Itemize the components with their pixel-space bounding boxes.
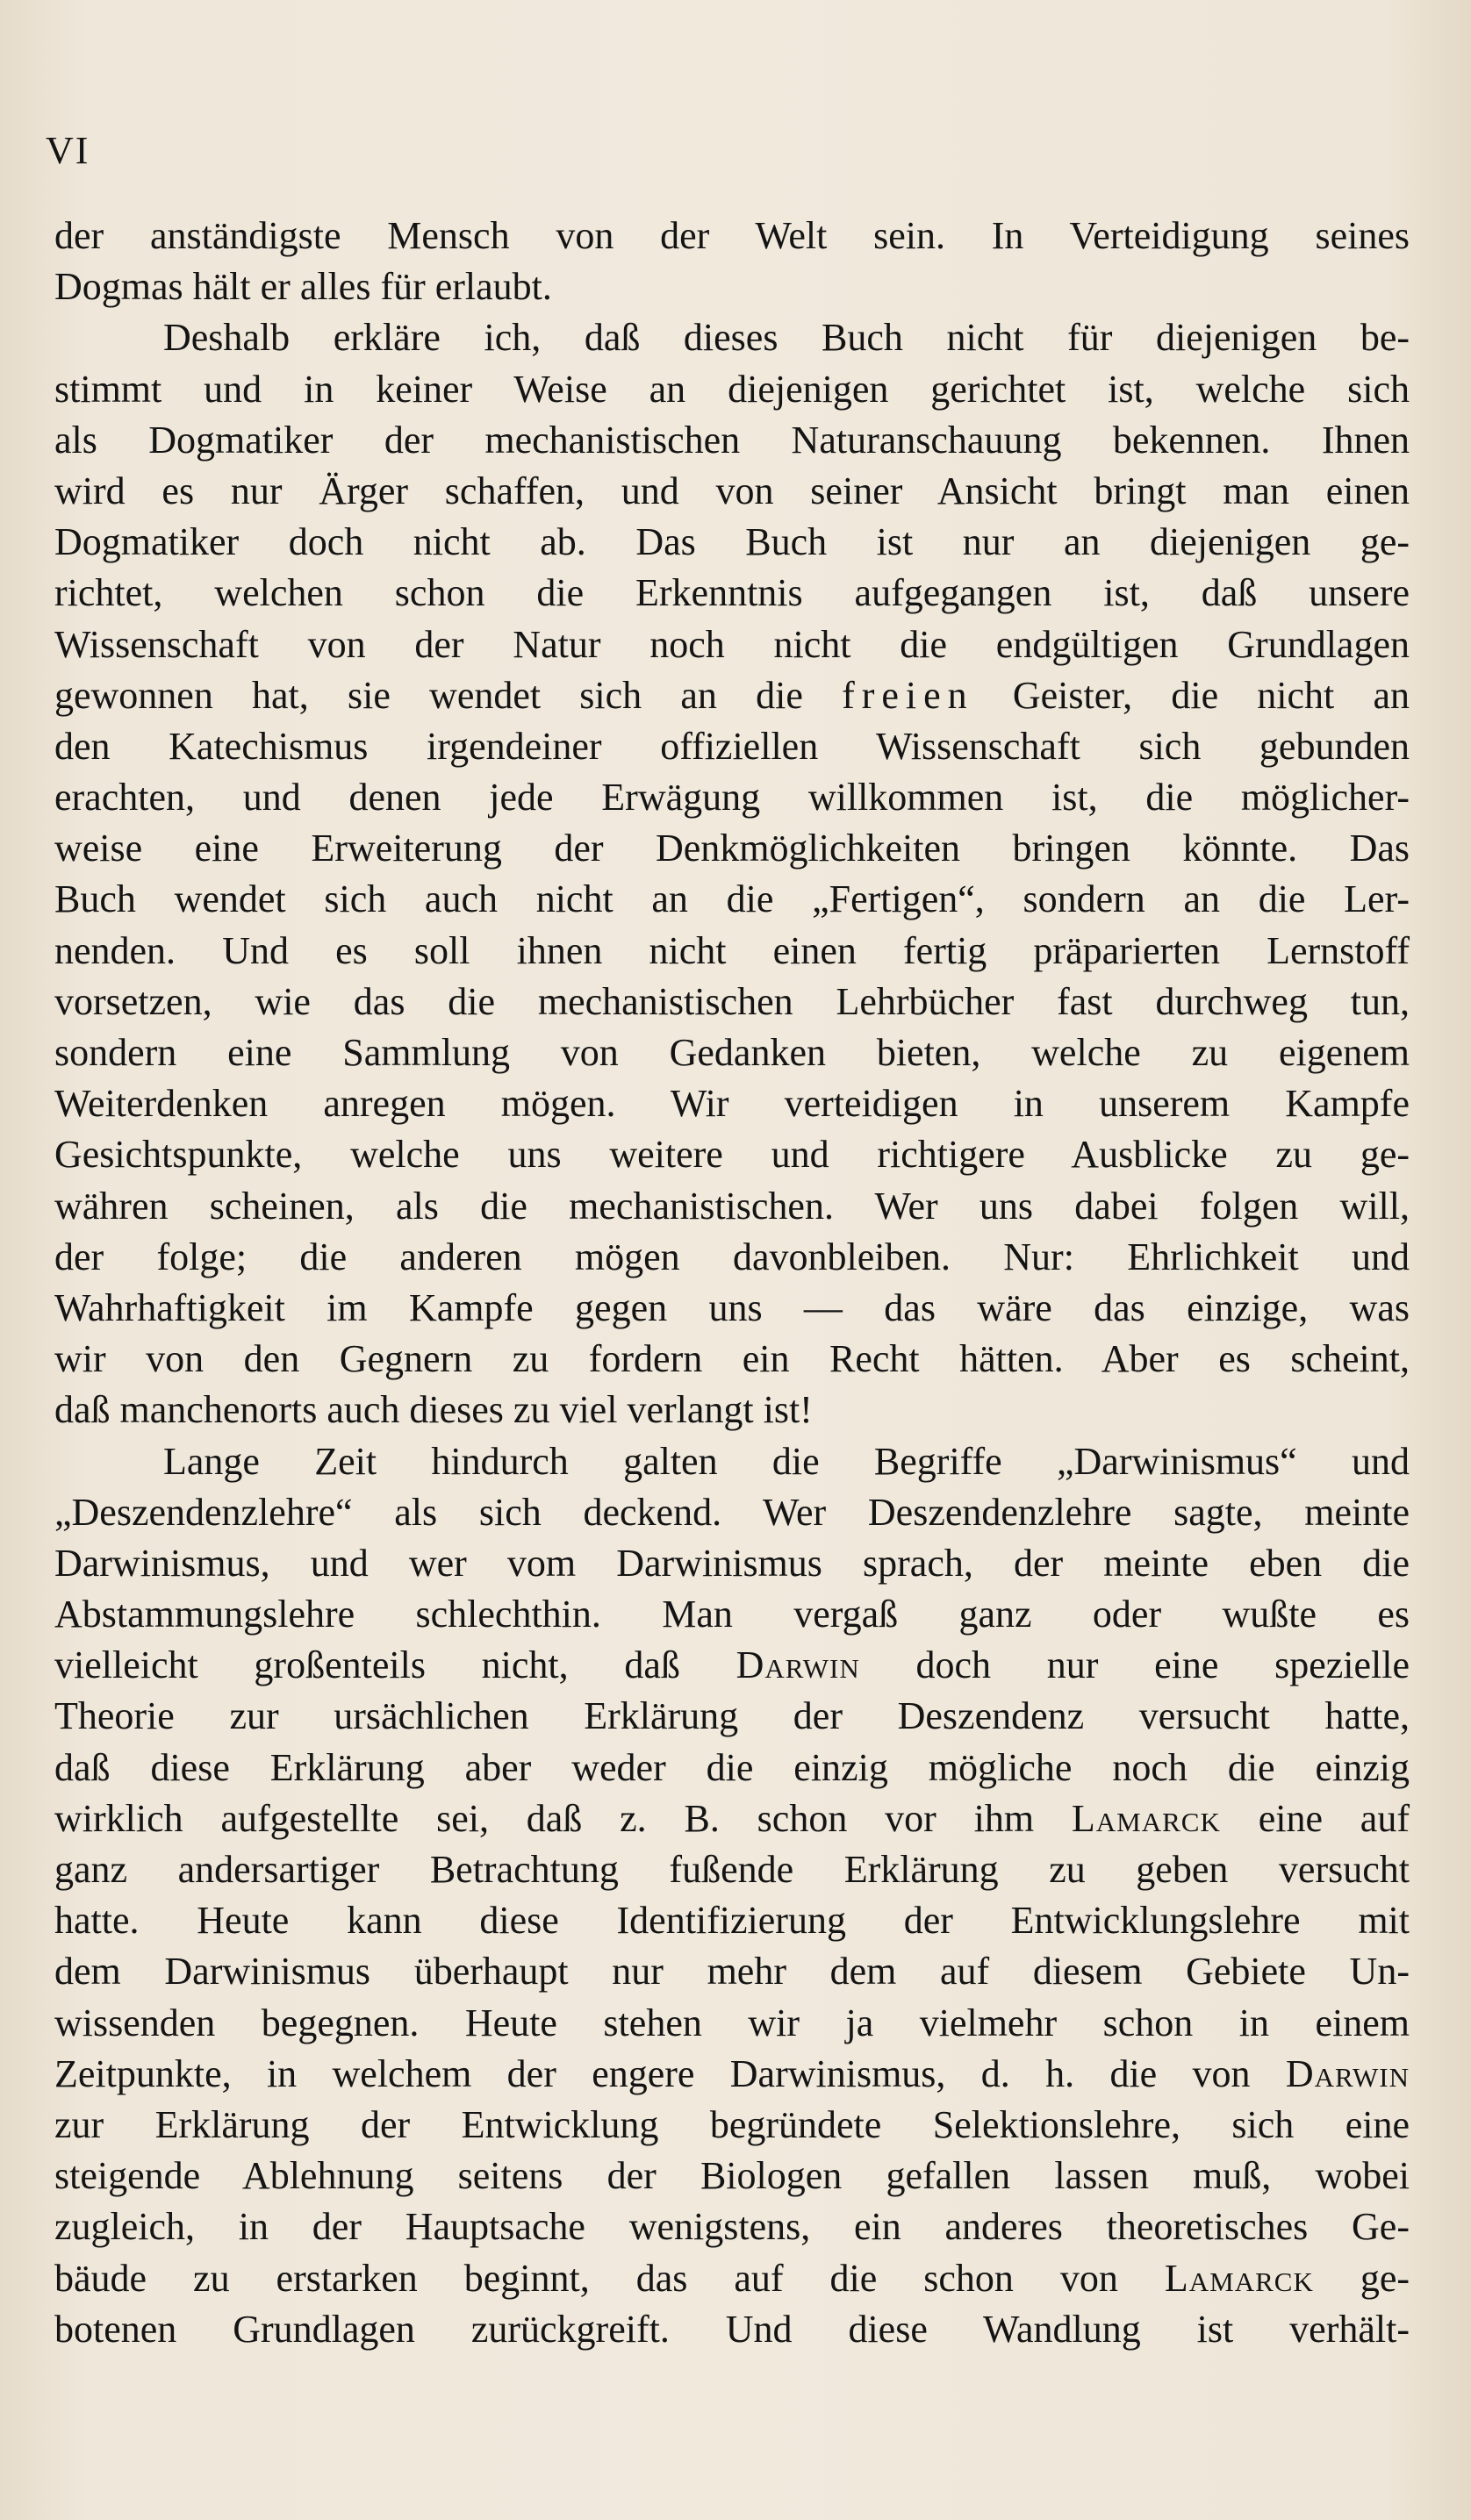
text-line: nenden. Und es soll ihnen nicht einen fertig präparierten Lernstoff xyxy=(54,928,1410,972)
text-line: den Katechismus irgendeiner offiziellen Wissenschaft sich gebunden xyxy=(54,724,1410,768)
text-line: Buch wendet sich auch nicht an die „Fertigen“, sondern an die Ler- xyxy=(54,877,1410,921)
text-line: stimmt und in keiner Weise an diejenigen gerichtet ist, welche sich xyxy=(54,367,1410,411)
text-segment: wirklich aufgestellte sei, daß z. B. schon vor ihm xyxy=(54,1796,1072,1840)
text-line: wir von den Gegnern zu fordern ein Recht hätten. Aber es scheint, xyxy=(54,1337,1410,1381)
text-line xyxy=(54,1793,1410,1844)
text-line: zur Erklärung der Entwicklung begründete Selektionslehre, sich eine xyxy=(54,2102,1410,2146)
text-line: sondern eine Sammlung von Gedanken bieten, welche zu eigenem xyxy=(54,1031,1410,1074)
text-line: als Dogmatiker der mechanistischen Naturanschauung bekennen. Ihnen xyxy=(54,418,1410,462)
author-name-smallcaps: Darwin xyxy=(736,1643,860,1687)
text-segment: eine auf xyxy=(1220,1796,1410,1840)
text-line: Darwinismus, und wer vom Darwinismus sprach, der meinte eben die xyxy=(54,1541,1410,1585)
text-segment: vielleicht großenteils nicht, daß xyxy=(54,1643,736,1687)
text-segment: Zeitpunkte, in welchem der engere Darwinismus, d. h. die von xyxy=(54,2051,1286,2095)
text-line: Lange Zeit hindurch galten die Begriffe „Darwinismus“ und xyxy=(163,1439,1410,1483)
text-line: Theorie zur ursächlichen Erklärung der Deszendenz versucht hatte, xyxy=(54,1694,1410,1738)
text-line: Abstammungslehre schlechthin. Man vergaß ganz oder wußte es xyxy=(54,1593,1410,1636)
text-line: Wahrhaftigkeit im Kampfe gegen uns — das wäre das einzige, was xyxy=(54,1285,1410,1329)
author-name-smallcaps: Lamarck xyxy=(1164,2256,1314,2300)
text-line: wird es nur Ärger schaffen, und von seiner Ansicht bringt man einen xyxy=(54,469,1410,512)
text-segment: ge- xyxy=(1313,2256,1410,2300)
text-line: Deshalb erkläre ich, daß dieses Buch nicht für diejenigen be- xyxy=(163,316,1410,360)
text-line: vorsetzen, wie das die mechanistischen Lehrbücher fast durchweg tun, xyxy=(54,979,1410,1023)
text-line: der folge; die anderen mögen davonbleiben. Nur: Ehrlichkeit und xyxy=(54,1235,1410,1278)
text-line: zugleich, in der Hauptsache wenigstens, ein anderes theoretisches Ge- xyxy=(54,2205,1410,2249)
text-line: Wissenschaft von der Natur noch nicht die endgültigen Grundlagen xyxy=(54,622,1410,666)
text-segment: Geister, die nicht an xyxy=(973,673,1410,717)
text-line: richtet, welchen schon die Erkenntnis aufgegangen ist, daß unsere xyxy=(54,571,1410,615)
text-line: ganz andersartiger Betrachtung fußende Erklärung zu geben versucht xyxy=(54,1848,1410,1891)
text-line: wissenden begegnen. Heute stehen wir ja vielmehr schon in einem xyxy=(54,2001,1410,2044)
text-line: Weiterdenken anregen mögen. Wir verteidigen in unserem Kampfe xyxy=(54,1082,1410,1126)
emphasis-spaced-word: freien xyxy=(842,673,974,717)
author-name-smallcaps: Lamarck xyxy=(1071,1796,1221,1840)
text-line: erachten, und denen jede Erwägung willkommen ist, die möglicher- xyxy=(54,776,1410,820)
text-segment: bäude zu erstarken beginnt, das auf die schon von xyxy=(54,2256,1165,2300)
text-line xyxy=(54,670,1410,721)
text-line xyxy=(54,1640,1410,1691)
text-line: dem Darwinismus überhaupt nur mehr dem auf diesem Gebiete Un- xyxy=(54,1950,1410,1994)
text-segment: doch nur eine spezielle xyxy=(859,1643,1410,1687)
text-line xyxy=(54,2049,1410,2100)
text-line: weise eine Erweiterung der Denkmöglichkeiten bringen könnte. Das xyxy=(54,827,1410,870)
text-segment: gewonnen hat, sie wendet sich an die xyxy=(54,673,843,717)
text-line: Dogmas hält er alles für erlaubt. xyxy=(54,265,552,309)
body-text xyxy=(54,211,1410,2355)
text-line: Gesichtspunkte, welche uns weitere und richtigere Ausblicke zu ge- xyxy=(54,1133,1410,1177)
page-number: VI xyxy=(46,129,90,172)
text-line: steigende Ablehnung seitens der Biologen gefallen lassen muß, wobei xyxy=(54,2154,1410,2198)
author-name-smallcaps: Darwin xyxy=(1285,2051,1410,2095)
text-line: währen scheinen, als die mechanistischen. Wer uns dabei folgen will, xyxy=(54,1184,1410,1228)
text-line: botenen Grundlagen zurückgreift. Und diese Wandlung ist verhält- xyxy=(54,2307,1410,2351)
text-line: daß manchenorts auch dieses zu viel verlangt ist! xyxy=(54,1388,813,1432)
text-line: der anständigste Mensch von der Welt sein. In Verteidigung seines xyxy=(54,214,1410,257)
text-line: hatte. Heute kann diese Identifizierung der Entwicklungslehre mit xyxy=(54,1899,1410,1943)
text-line: daß diese Erklärung aber weder die einzig mögliche noch die einzig xyxy=(54,1745,1410,1789)
text-line: „Deszendenzlehre“ als sich deckend. Wer Deszendenzlehre sagte, meinte xyxy=(54,1490,1410,1534)
text-line xyxy=(54,2253,1410,2304)
text-line: Dogmatiker doch nicht ab. Das Buch ist nur an diejenigen ge- xyxy=(54,520,1410,564)
